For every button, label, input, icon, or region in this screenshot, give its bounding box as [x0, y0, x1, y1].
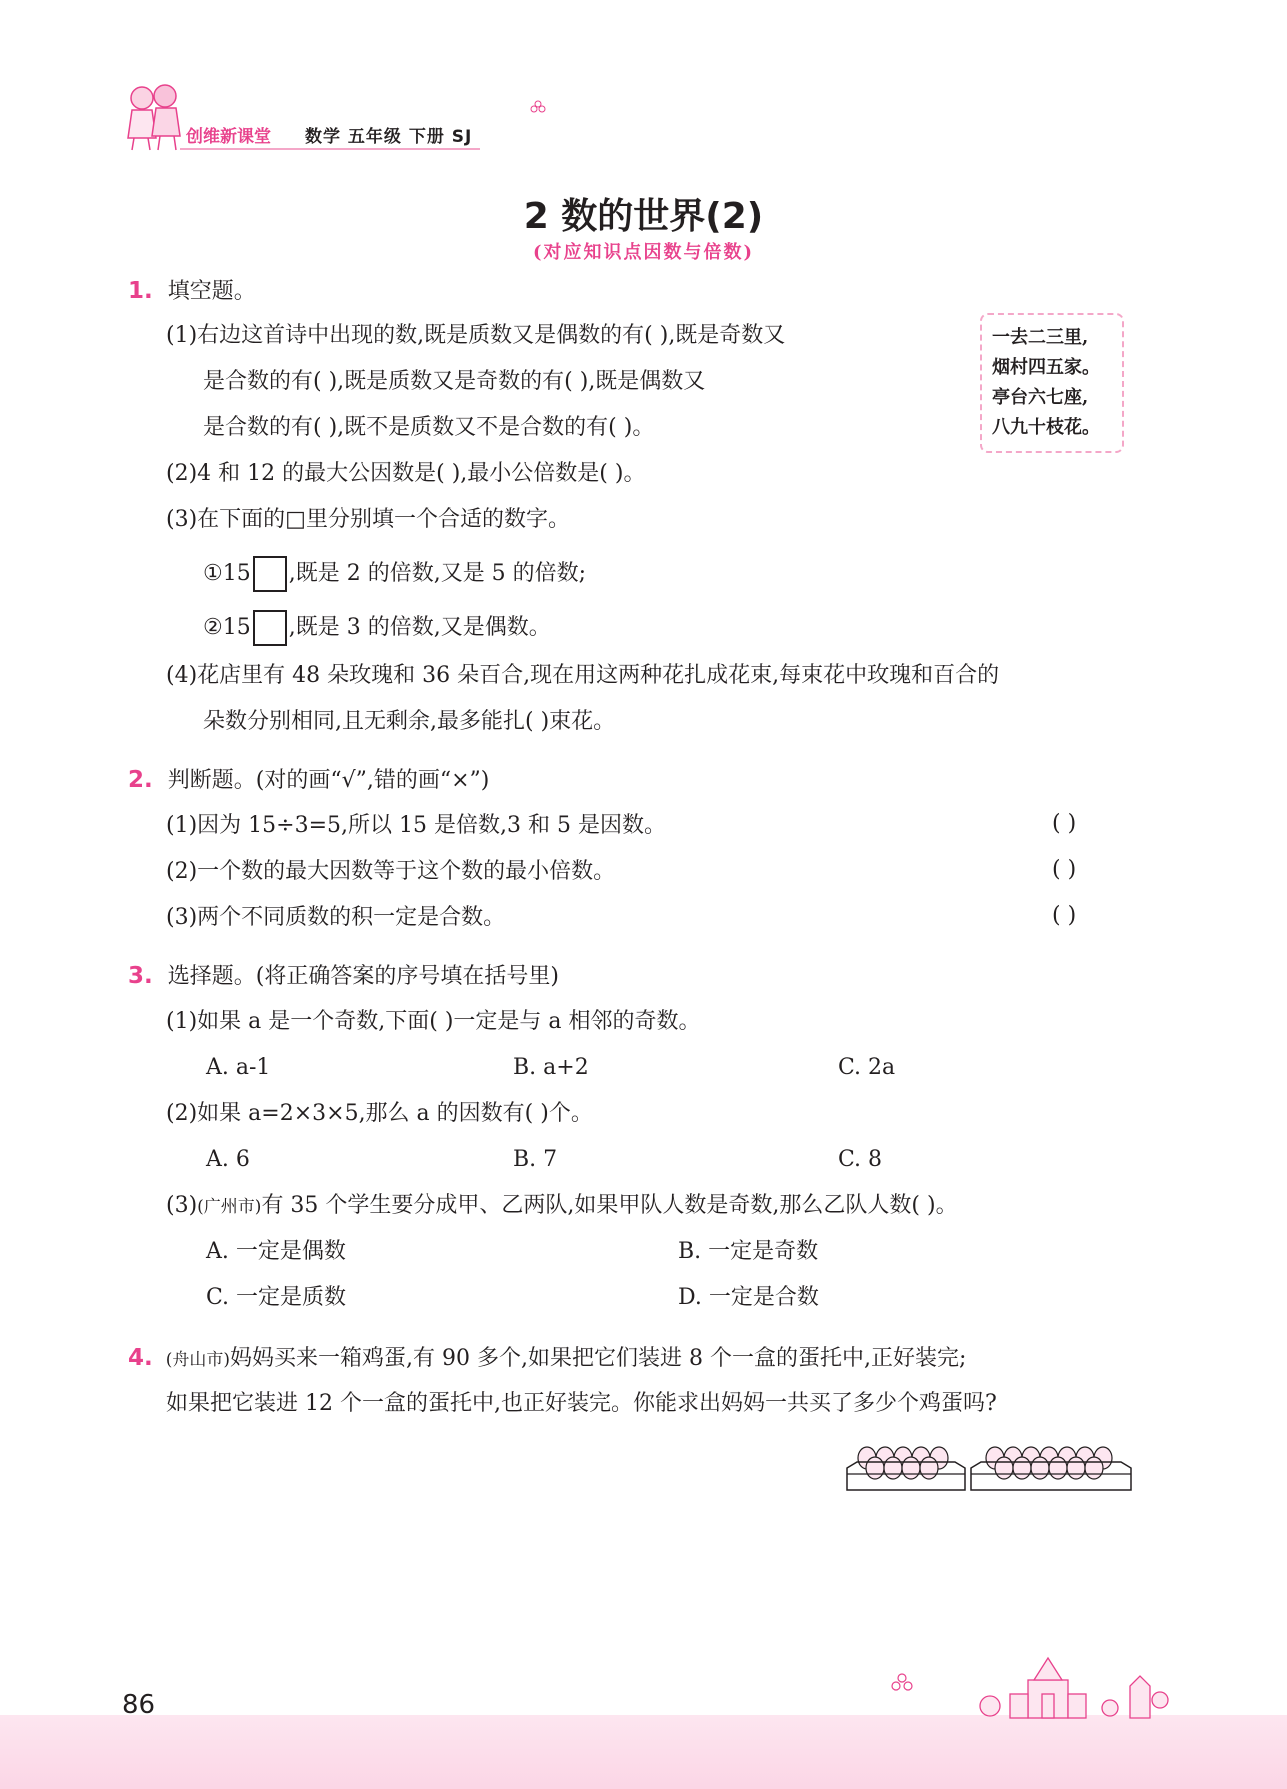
question-title: 判断题。(对的画“√”,错的画“×”) [167, 768, 490, 793]
option-b[interactable]: B. 一定是奇数 [678, 1239, 819, 1264]
source-tag: (舟山市) [165, 1350, 231, 1370]
poem-line: 一去二三里, [992, 327, 1089, 348]
question-1-heading [128, 276, 256, 307]
q2-item-3: (3)两个不同质数的积一定是合数。 [166, 905, 506, 930]
q3-part3-text: 有 35 个学生要分成甲、乙两队,如果甲队人数是奇数,那么乙队人数( )。 [261, 1193, 958, 1218]
poem-line: 八九十枝花。 [992, 417, 1100, 438]
question-number: 3. [128, 963, 153, 989]
option-d[interactable]: D. 一定是合数 [678, 1285, 819, 1310]
q1-part4-line2: 朵数分别相同,且无剩余,最多能扎( )束花。 [203, 709, 616, 734]
option-c[interactable]: C. 一定是质数 [206, 1285, 347, 1310]
question-title: 填空题。 [167, 279, 256, 304]
question-number: 4. [128, 1345, 153, 1371]
option-a[interactable]: A. 一定是偶数 [206, 1239, 346, 1264]
q1-part3-a-suffix: ,既是 2 的倍数,又是 5 的倍数; [288, 561, 587, 586]
option-c[interactable]: C. 8 [838, 1147, 883, 1172]
q2-item-1: (1)因为 15÷3=5,所以 15 是倍数,3 和 5 是因数。 [166, 813, 666, 838]
q1-part4-line1: (4)花店里有 48 朵玫瑰和 36 朵百合,现在用这两种花扎成花束,每束花中玫瑰和百合的 [166, 663, 1000, 688]
page-title: 2 数的世界(2) [523, 196, 764, 237]
q2-item-2: (2)一个数的最大因数等于这个数的最小倍数。 [166, 859, 616, 884]
children-mascot-icon [120, 80, 190, 152]
flower-icon [530, 100, 546, 116]
poem-line: 亭台六七座, [992, 387, 1089, 408]
q1-part2: (2)4 和 12 的最大公因数是( ),最小公倍数是( )。 [166, 461, 646, 486]
answer-blank[interactable]: ( ) [1052, 811, 1077, 836]
poem-box [980, 313, 1124, 453]
question-title: 选择题。(将正确答案的序号填在括号里) [167, 964, 559, 989]
egg-tray-icon [845, 1438, 1135, 1494]
flower-icon [890, 1672, 914, 1696]
option-b[interactable]: B. 7 [513, 1147, 558, 1172]
page-number: 86 [122, 1690, 156, 1720]
q3-part3 [166, 1191, 958, 1222]
question-2-heading [128, 765, 489, 796]
page-header [120, 80, 540, 160]
q1-part3-b-suffix: ,既是 3 的倍数,又是偶数。 [288, 615, 551, 640]
q1-part3-a [203, 556, 586, 592]
option-b[interactable]: B. a+2 [513, 1055, 589, 1080]
q1-part1-line3: 是合数的有( ),既不是质数又不是合数的有( )。 [203, 415, 655, 440]
castle-illustration-icon [950, 1650, 1170, 1720]
option-a[interactable]: A. 6 [206, 1147, 250, 1172]
header-underline [180, 148, 480, 150]
question-number: 1. [128, 278, 153, 304]
q3-part3-label: (3) [166, 1193, 198, 1218]
q3-part2: (2)如果 a=2×3×5,那么 a 的因数有( )个。 [166, 1101, 593, 1126]
question-number: 2. [128, 767, 153, 793]
question-text: 妈妈买来一箱鸡蛋,有 90 多个,如果把它们装进 8 个一盒的蛋托中,正好装完; [230, 1346, 967, 1371]
question-3-heading [128, 961, 559, 992]
digit-answer-box[interactable] [253, 610, 287, 646]
answer-blank[interactable]: ( ) [1052, 857, 1077, 882]
footer-band [0, 1715, 1287, 1789]
answer-blank[interactable]: ( ) [1052, 903, 1077, 928]
question-4-line1 [128, 1343, 966, 1375]
brand-name: 创维新课堂 [186, 127, 271, 147]
q1-part3-b [203, 610, 551, 646]
option-a[interactable]: A. a-1 [206, 1055, 271, 1080]
q1-part1-line1: (1)右边这首诗中出现的数,既是质数又是偶数的有( ),既是奇数又 [166, 323, 786, 348]
book-info: 数学 五年级 下册 SJ [305, 127, 473, 147]
poem-line: 烟村四五家。 [992, 357, 1100, 378]
digit-answer-box[interactable] [253, 556, 287, 592]
option-c[interactable]: C. 2a [838, 1055, 896, 1080]
q3-part1: (1)如果 a 是一个奇数,下面( )一定是与 a 相邻的奇数。 [166, 1009, 701, 1034]
page-subtitle: (对应知识点因数与倍数) [532, 242, 755, 263]
q1-part1-line2: 是合数的有( ),既是质数又是奇数的有( ),既是偶数又 [203, 369, 706, 394]
source-tag: (广州市) [197, 1197, 262, 1217]
q1-part3: (3)在下面的□里分别填一个合适的数字。 [166, 507, 570, 532]
q1-part3-a-prefix: ①15 [203, 561, 251, 586]
question-4-line2: 如果把它装进 12 个一盒的蛋托中,也正好装完。你能求出妈妈一共买了多少个鸡蛋吗? [166, 1391, 997, 1416]
q1-part3-b-prefix: ②15 [203, 615, 251, 640]
